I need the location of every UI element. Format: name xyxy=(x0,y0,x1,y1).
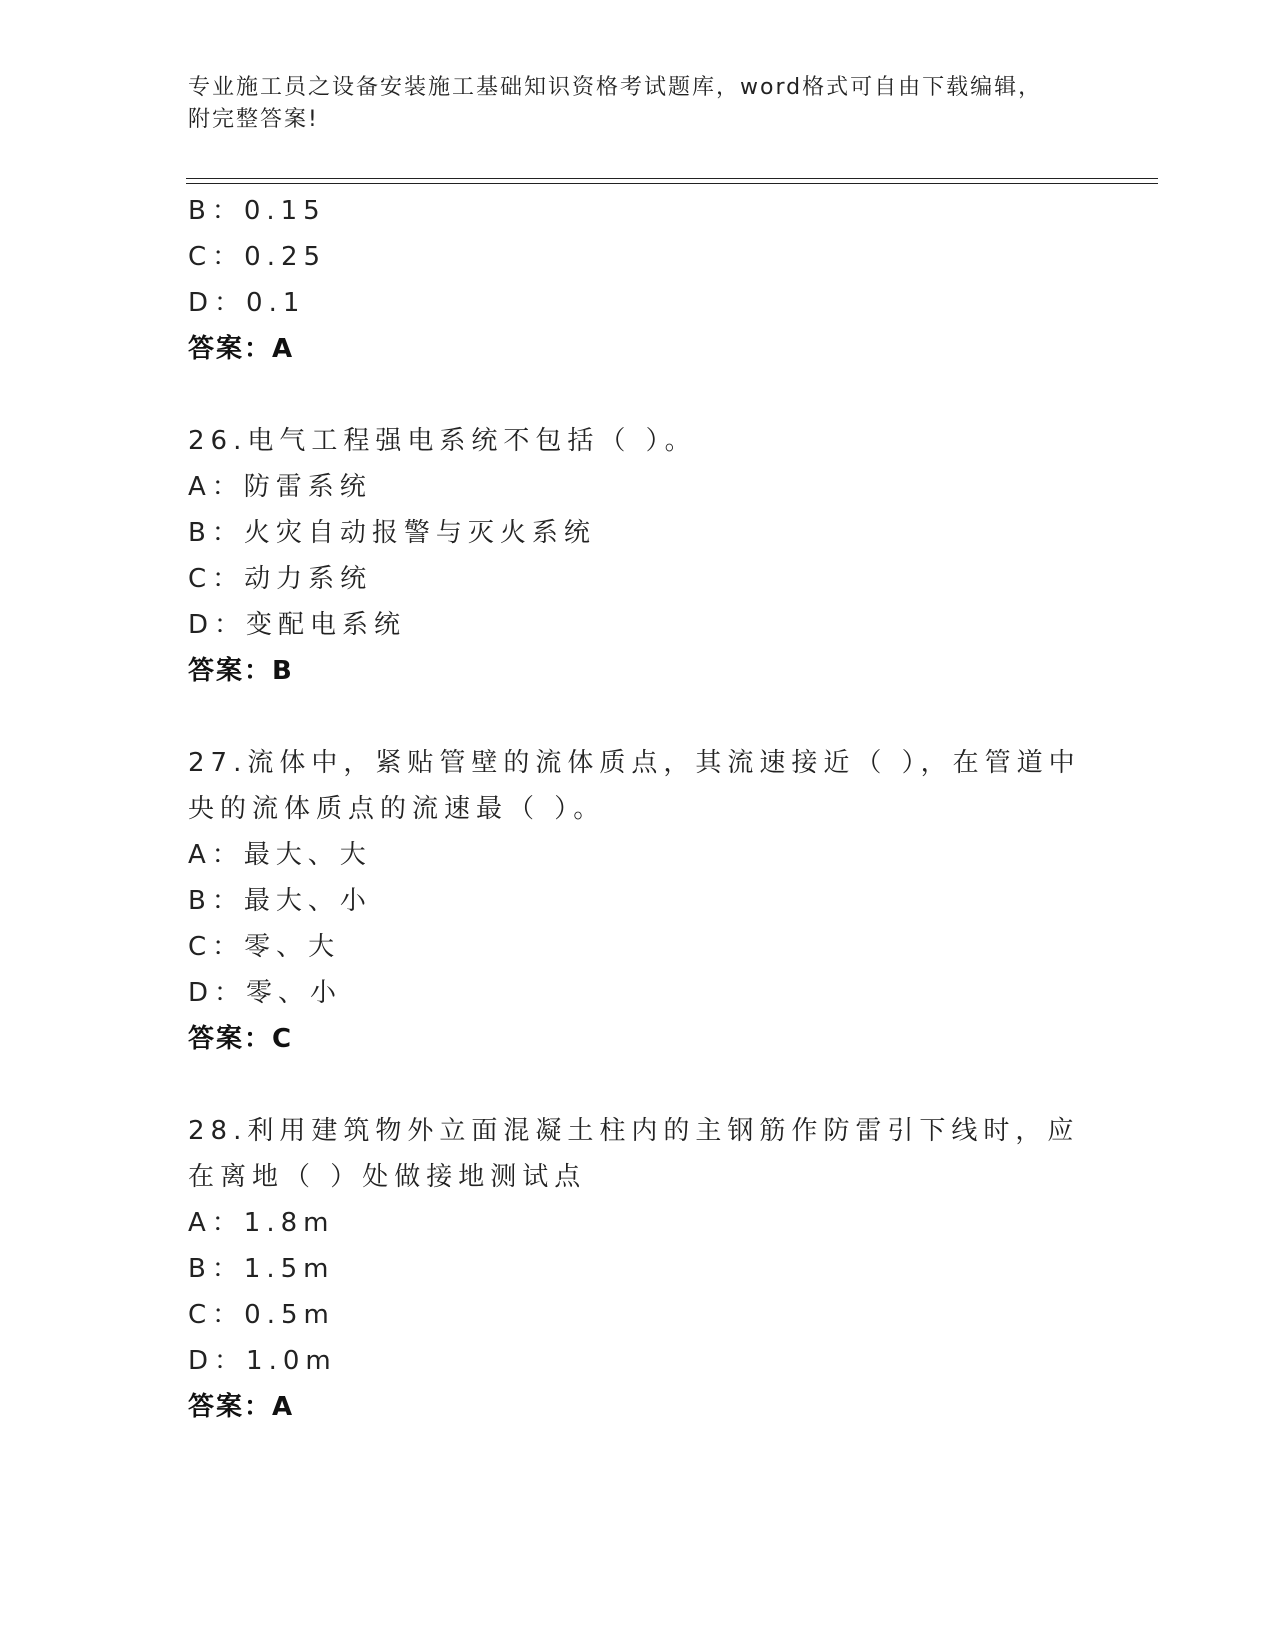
header-line-1: 专业施工员之设备安装施工基础知识资格考试题库，word格式可自由下载编辑， xyxy=(188,75,1043,100)
option-c: C：零、大 xyxy=(188,932,341,962)
option-d: D：1.0m xyxy=(188,1346,337,1376)
option-b: B：火灾自动报警与灭火系统 xyxy=(188,518,596,548)
option-b: B：1.5m xyxy=(188,1254,335,1284)
spacer xyxy=(188,372,1108,418)
question-26 xyxy=(188,418,1108,694)
option-a: A：1.8m xyxy=(188,1208,335,1238)
option-b: B：最大、小 xyxy=(188,886,372,916)
header-divider-top xyxy=(186,178,1158,179)
header-divider-bottom xyxy=(186,183,1158,184)
option-b: B：0.15 xyxy=(188,196,326,226)
spacer xyxy=(188,1062,1108,1108)
document-header xyxy=(188,72,1088,136)
answer: 答案：A xyxy=(188,334,295,364)
option-c: C：0.5m xyxy=(188,1300,335,1330)
question-28 xyxy=(188,1108,1108,1430)
question-title: 27.流体中，紧贴管壁的流体质点，其流速接近（ ），在管道中央的流体质点的流速最（ ）。 xyxy=(188,748,1081,824)
option-c: C：0.25 xyxy=(188,242,327,272)
question-list xyxy=(188,188,1108,1430)
question-25-continuation xyxy=(188,188,1108,372)
answer: 答案：C xyxy=(188,1024,294,1054)
option-d: D：变配电系统 xyxy=(188,610,407,640)
question-title: 26.电气工程强电系统不包括（ ）。 xyxy=(188,426,697,456)
question-27 xyxy=(188,740,1108,1062)
option-c: C：动力系统 xyxy=(188,564,373,594)
option-a: A：防雷系统 xyxy=(188,472,372,502)
answer: 答案：A xyxy=(188,1392,295,1422)
question-title: 28.利用建筑物外立面混凝土柱内的主钢筋作防雷引下线时，应在离地（ ）处做接地测试点 xyxy=(188,1116,1080,1192)
option-d: D：0.1 xyxy=(188,288,306,318)
header-line-2: 附完整答案! xyxy=(188,107,319,132)
answer: 答案：B xyxy=(188,656,294,686)
option-d: D：零、小 xyxy=(188,978,343,1008)
option-a: A：最大、大 xyxy=(188,840,372,870)
spacer xyxy=(188,694,1108,740)
